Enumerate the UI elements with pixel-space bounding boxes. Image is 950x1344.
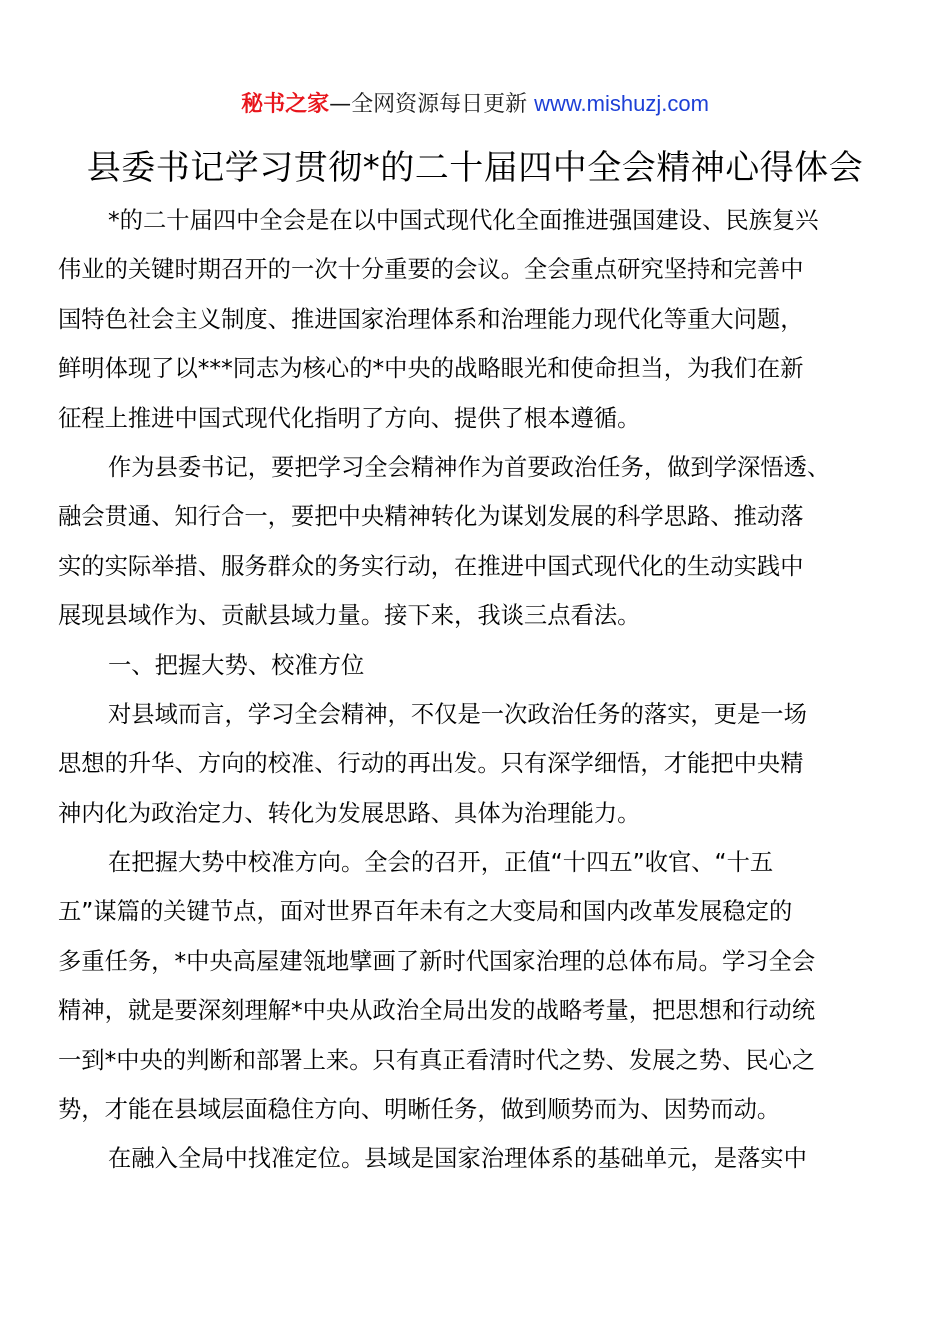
- document-title: 县委书记学习贯彻*的二十届四中全会精神心得体会: [86, 148, 864, 188]
- paragraph-line: 融会贯通、知行合一，要把中央精神转化为谋划发展的科学思路、推动落: [58, 503, 804, 531]
- paragraph-line: 伟业的关键时期召开的一次十分重要的会议。全会重点研究坚持和完善中: [58, 256, 804, 284]
- site-header: [0, 86, 950, 123]
- paragraph-line: 五”谋篇的关键节点，面对世界百年未有之大变局和国内改革发展稳定的: [58, 898, 793, 926]
- paragraph-first-line: 作为县委书记，要把学习全会精神作为首要政治任务，做到学深悟透、: [108, 453, 831, 481]
- paragraph-line: 神内化为政治定力、转化为发展思路、具体为治理能力。: [58, 799, 641, 827]
- paragraph-first-line: 一、把握大势、校准方位: [108, 651, 365, 679]
- paragraph-line: 思想的升华、方向的校准、行动的再出发。只有深学细悟，才能把中央精: [58, 750, 804, 778]
- paragraph-line: 势，才能在县域层面稳住方向、明晰任务，做到顺势而为、因势而动。: [58, 1096, 781, 1124]
- paragraph-line: 征程上推进中国式现代化指明了方向、提供了根本遵循。: [58, 404, 641, 432]
- site-url-link[interactable]: www.mishuzj.com: [534, 91, 709, 116]
- paragraph-line: 国特色社会主义制度、推进国家治理体系和治理能力现代化等重大问题，: [58, 305, 804, 333]
- paragraph-line: 实的实际举措、服务群众的务实行动，在推进中国式现代化的生动实践中: [58, 552, 804, 580]
- site-brand: 秘书之家: [241, 92, 330, 117]
- site-tagline: —全网资源每日更新: [329, 92, 535, 117]
- paragraph-first-line: 对县域而言，学习全会精神，不仅是一次政治任务的落实，更是一场: [108, 700, 807, 728]
- document-body: [58, 196, 890, 1184]
- paragraph-line: 一到*中央的判断和部署上来。只有真正看清时代之势、发展之势、民心之: [58, 1046, 816, 1074]
- paragraph-first-line: *的二十届四中全会是在以中国式现代化全面推进强国建设、民族复兴: [108, 207, 819, 234]
- paragraph-first-line: 在融入全局中找准定位。县域是国家治理体系的基础单元，是落实中: [108, 1145, 807, 1173]
- paragraph-line: 展现县域作为、贡献县域力量。接下来，我谈三点看法。: [58, 602, 641, 630]
- paragraph-first-line: 在把握大势中校准方向。全会的召开，正值“十四五”收官、“十五: [108, 849, 774, 877]
- paragraph-line: 多重任务，*中央高屋建瓴地擘画了新时代国家治理的总体布局。学习全会: [58, 947, 816, 975]
- paragraph-line: 精神，就是要深刻理解*中央从政治全局出发的战略考量，把思想和行动统: [58, 997, 816, 1025]
- paragraph-line: 鲜明体现了以***同志为核心的*中央的战略眼光和使命担当，为我们在新: [58, 355, 804, 383]
